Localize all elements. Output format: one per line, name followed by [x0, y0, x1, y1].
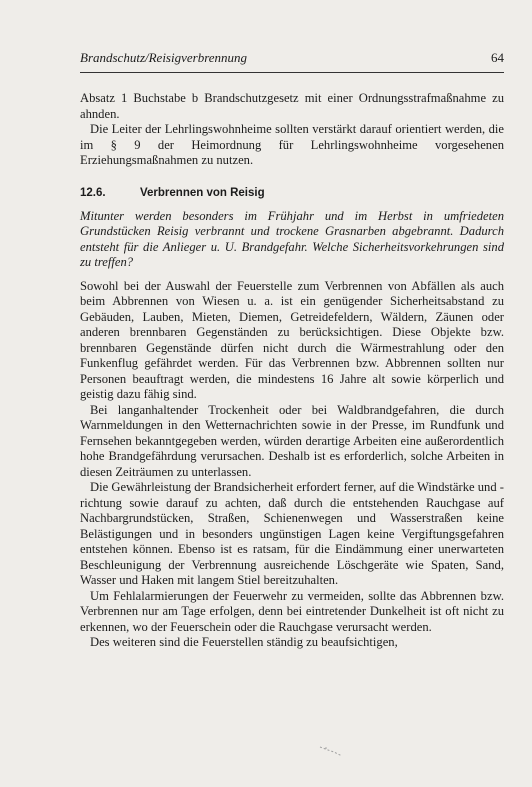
running-header-title: Brandschutz/Reisigverbrennung — [80, 50, 248, 65]
body-paragraph: Des weiteren sind die Feuerstellen ständig zu beaufsichtigen, — [90, 635, 398, 649]
body-paragraph: Die Gewährleistung der Brandsicherheit erfordert ferner, auf die Windstärke und -richtung sowie darauf zu achten, daß durch die entstehenden Rauchgase auf Nachbargrundstücken, Straßen, Schienenwegen und Wasserstraßen keine Belästigungen und in besonders ungünstigen Lagen keine Vergiftungsgefahren entstehen können. Ebenso ist es ratsam, für die Eindämmung einer unerwarteten Beschleunigung der Verbrennung ausreichende Löschgeräte wie Spaten, Sand, Wasser und Haken mit langem Stiel bereitzuhalten. — [80, 480, 504, 587]
header-rule — [80, 72, 504, 73]
body-paragraph: Sowohl bei der Auswahl der Feuerstelle zum Verbrennen von Abfällen als auch beim Abbrennen von Wiesen u. a. ist ein genügender Sicherheitsabstand zu Gebäuden, Lauben, Mieten, Diemen, Getreidefeldern, Wäldern, Zäunen oder anderen brennbaren Gegenständen zu berücksichtigen. Diese Objekte bzw. brennbaren Gegenstände dürfen nicht durch die Wärmestrahlung oder den Funkenflug gefährdet werden. Für das Verbrennen bzw. Abbrennen sollten nur Personen beauftragt werden, die mindestens 16 Jahre alt sowie körperlich und geistig dazu fähig sind. — [80, 278, 504, 401]
section-number: 12.6. — [80, 186, 106, 199]
section-lead — [80, 209, 504, 271]
page-number: 64 — [491, 50, 504, 65]
page-body — [80, 91, 504, 651]
ink-smudge-mark — [318, 744, 344, 758]
section-heading — [80, 186, 504, 200]
intro-paragraph-continued: Absatz 1 Buchstabe b Brandschutzgesetz mit einer Ordnungsstrafmaßnahme zu ahnden. — [80, 91, 504, 121]
intro-paragraph: Die Leiter der Lehrlingswohnheime sollten verstärkt darauf orientiert werden, die im § 9 der Heimordnung für Lehrlingswohnheime vorgesehenen Erziehungsmaßnahmen zu nutzen. — [80, 122, 504, 167]
section-title: Verbrennen von Reisig — [140, 186, 265, 199]
running-header — [80, 50, 504, 70]
body-paragraph: Bei langanhaltender Trockenheit oder bei Waldbrandgefahren, die durch Warnmeldungen in den Wetternachrichten sowie in der Presse, im Rundfunk und Fernsehen bekanntgegeben werden, würden derartige Arbeiten eine außerordentlich hohe Brandgefährdung verursachen. Deshalb ist es erforderlich, solche Arbeiten in diesen Zeiträumen zu unterlassen. — [80, 402, 504, 479]
lead-paragraph: Mitunter werden besonders im Frühjahr und im Herbst in umfriedeten Grundstücken Reisig verbrannt und trockene Grasnarben abgebrannt. Dadurch entsteht für die Anlieger u. U. Brandgefahr. Welche Sicherheitsvorkehrungen sind zu treffen? — [80, 208, 504, 269]
body-paragraph: Um Fehlalarmierungen der Feuerwehr zu vermeiden, sollte das Abbrennen bzw. Verbrennen nur am Tage erfolgen, denn bei eintretender Dunkelheit ist oft nicht zu erkennen, wo der Feuerschein oder die Rauchgase verursacht werden. — [80, 588, 504, 634]
